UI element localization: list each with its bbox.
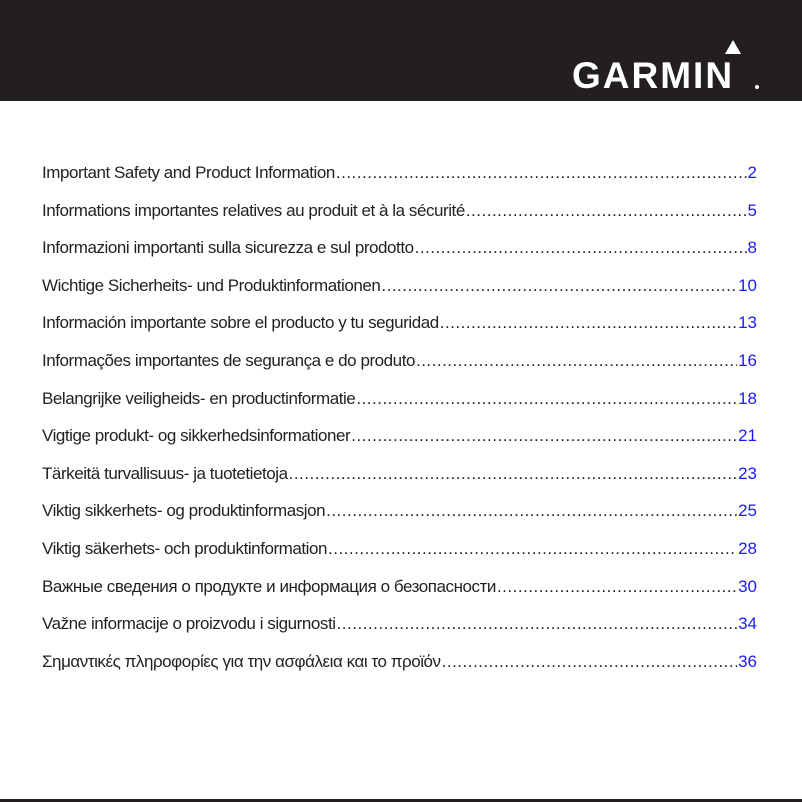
toc-entry-title: Viktig sikkerhets- og produktinformasjon: [42, 501, 326, 521]
garmin-logo: [572, 40, 762, 100]
toc-page-link[interactable]: 13: [738, 313, 757, 333]
table-of-contents: [42, 163, 757, 689]
dot-leader: [326, 501, 737, 521]
toc-page-link[interactable]: 10: [738, 275, 757, 295]
dot-leader: [415, 238, 747, 258]
toc-entry[interactable]: [42, 577, 757, 615]
toc-entry[interactable]: [42, 313, 757, 351]
dot-leader: [416, 351, 737, 371]
toc-page-link[interactable]: 34: [738, 614, 757, 634]
toc-page-link[interactable]: 5: [747, 200, 757, 220]
dot-leader: [442, 652, 737, 672]
dot-leader: [356, 389, 737, 409]
toc-entry[interactable]: [42, 351, 757, 389]
toc-entry-title: Información importante sobre el producto y tu seguridad: [42, 313, 439, 333]
dot-leader: [381, 276, 737, 296]
dot-leader: [328, 539, 737, 559]
dot-leader: [497, 577, 737, 597]
toc-entry-title: Važne informacije o proizvodu i sigurnosti: [42, 614, 336, 634]
toc-page-link[interactable]: 28: [738, 538, 757, 558]
dot-leader: [336, 163, 747, 183]
toc-page-link[interactable]: 2: [747, 163, 757, 182]
dot-leader: [440, 313, 737, 333]
toc-entry[interactable]: [42, 539, 757, 577]
toc-page-link[interactable]: 25: [738, 501, 757, 521]
dot-leader: [337, 614, 738, 634]
toc-entry-title: Wichtige Sicherheits- und Produktinformationen: [42, 275, 381, 295]
toc-entry[interactable]: [42, 652, 757, 690]
toc-entry[interactable]: [42, 389, 757, 427]
toc-page-link[interactable]: 18: [738, 388, 757, 408]
toc-entry-title: Viktig säkerhets- och produktinformation: [42, 538, 328, 558]
dot-leader: [289, 464, 737, 484]
toc-entry-title: Vigtige produkt- og sikkerhedsinformationer: [42, 426, 351, 446]
toc-page-link[interactable]: 21: [738, 426, 757, 446]
toc-page-link[interactable]: 30: [738, 576, 757, 596]
toc-entry-title: Σημαντικές πληροφορίες για την ασφάλεια και το προϊόν: [42, 651, 441, 671]
toc-entry-title: Важные сведения о продукте и информация о безопасности: [42, 576, 496, 596]
toc-entry-title: Informações importantes de segurança e do produto: [42, 350, 415, 370]
dot-leader: [351, 426, 737, 446]
toc-page-link[interactable]: 23: [738, 463, 757, 483]
toc-entry-title: Informazioni importanti sulla sicurezza e sul prodotto: [42, 238, 414, 258]
dot-leader: [466, 201, 747, 221]
toc-entry[interactable]: [42, 201, 757, 239]
toc-entry-title: Tärkeitä turvallisuus- ja tuotetietoja: [42, 463, 288, 483]
toc-entry[interactable]: [42, 276, 757, 314]
toc-entry-title: Belangrijke veiligheids- en productinformatie: [42, 388, 356, 408]
toc-entry-title: Important Safety and Product Information: [42, 163, 335, 182]
toc-entry[interactable]: [42, 501, 757, 539]
toc-entry[interactable]: [42, 163, 757, 201]
toc-page-link[interactable]: 36: [738, 651, 757, 671]
toc-entry[interactable]: [42, 238, 757, 276]
toc-entry[interactable]: [42, 426, 757, 464]
toc-page-link[interactable]: 16: [738, 350, 757, 370]
header-band: [0, 0, 802, 101]
toc-entry[interactable]: [42, 614, 757, 652]
toc-entry[interactable]: [42, 464, 757, 502]
svg-text:GARMIN: GARMIN: [572, 55, 735, 96]
toc-entry-title: Informations importantes relatives au produit et à la sécurité: [42, 200, 465, 220]
toc-page-link[interactable]: 8: [747, 238, 757, 258]
